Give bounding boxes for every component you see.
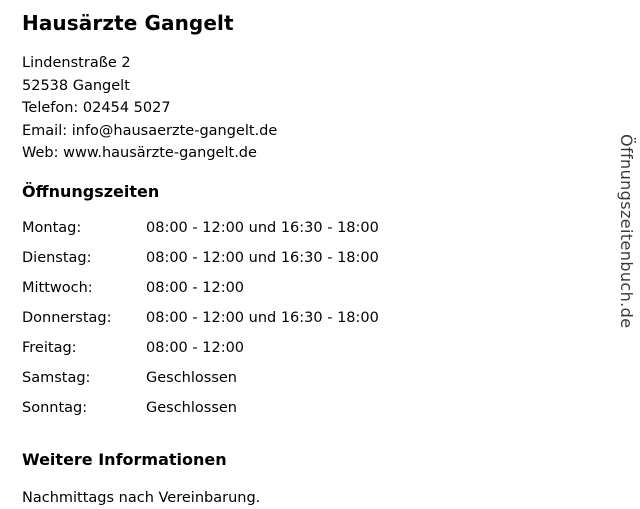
address-block (22, 52, 592, 165)
page-title: Hausärzte Gangelt (22, 11, 234, 35)
opening-hours-table (22, 217, 379, 427)
hours-day-label: Dienstag: (22, 249, 92, 266)
hours-day-label: Freitag: (22, 339, 77, 356)
additional-info-heading: Weitere Informationen (22, 449, 227, 469)
business-info-content (22, 10, 592, 509)
opening-hours-heading: Öffnungszeiten (22, 181, 160, 201)
address-city: 52538 Gangelt (22, 77, 130, 94)
hours-day-label: Montag: (22, 219, 82, 236)
hours-day-label: Mittwoch: (22, 279, 93, 296)
address-email: Email: info@hausaerzte-gangelt.de (22, 122, 278, 139)
table-row (22, 247, 379, 277)
hours-day-label: Sonntag: (22, 399, 88, 416)
table-row (22, 397, 379, 427)
hours-day-label: Donnerstag: (22, 309, 112, 326)
hours-time-value: 08:00 - 12:00 und 16:30 - 18:00 (146, 249, 379, 266)
hours-time-value: 08:00 - 12:00 (146, 339, 245, 356)
address-phone: Telefon: 02454 5027 (22, 100, 171, 116)
hours-time-value: 08:00 - 12:00 und 16:30 - 18:00 (146, 219, 379, 236)
hours-time-value: 08:00 - 12:00 und 16:30 - 18:00 (146, 309, 379, 326)
hours-time-value: Geschlossen (146, 369, 237, 386)
hours-day-label: Samstag: (22, 369, 91, 386)
table-row (22, 367, 379, 397)
address-web: Web: www.hausärzte-gangelt.de (22, 145, 257, 161)
watermark-label: Öffnungszeitenbuch.de (617, 134, 636, 329)
table-row (22, 307, 379, 337)
additional-info-text: Nachmittags nach Vereinbarung. (22, 489, 261, 506)
address-street: Lindenstraße 2 (22, 55, 131, 71)
table-row (22, 217, 379, 247)
table-row (22, 337, 379, 367)
hours-time-value: 08:00 - 12:00 (146, 279, 245, 296)
hours-time-value: Geschlossen (146, 399, 237, 416)
table-row (22, 277, 379, 307)
